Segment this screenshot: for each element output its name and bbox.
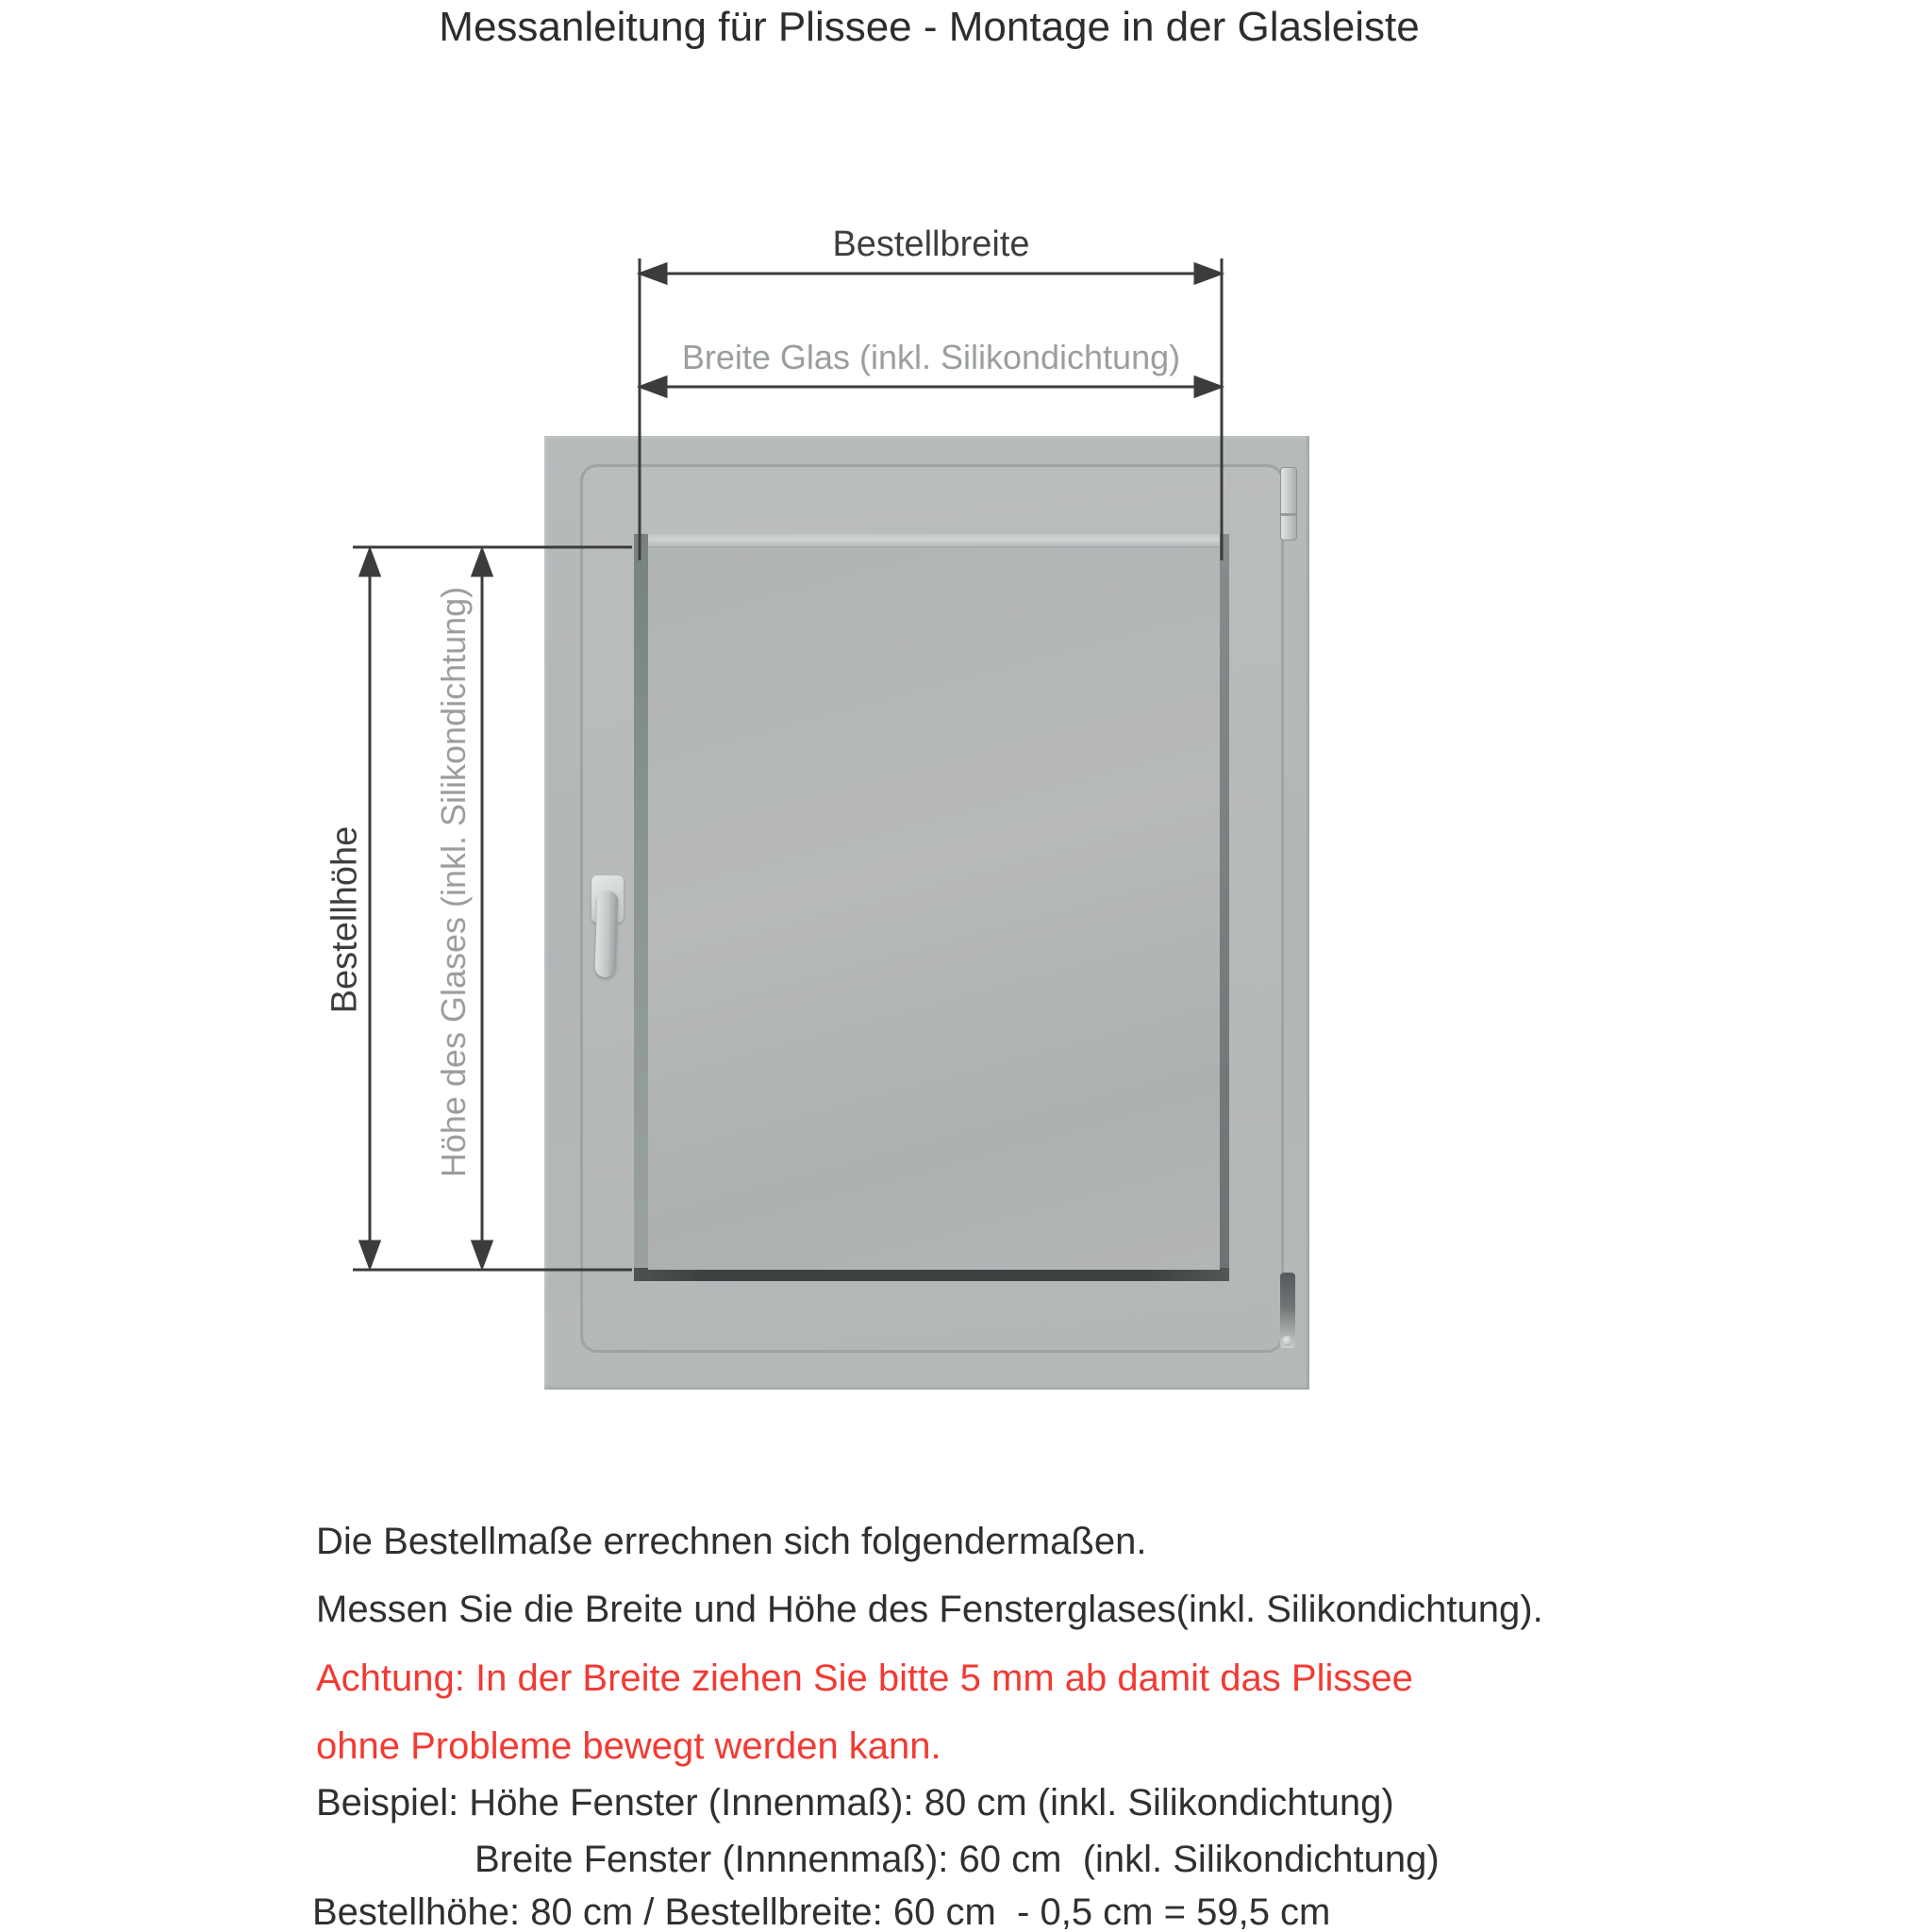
warning-line-1: Achtung: In der Breite ziehen Sie bitte 5 mm ab damit das Plissee [316,1657,1413,1699]
hinge-cap [1282,1336,1292,1346]
instruction-line-2: Messen Sie die Breite und Höhe des Fensterglases(inkl. Silikondichtung). [316,1589,1543,1630]
label-order-height: Bestellhöhe [325,825,365,1014]
example-line-3: Bestellhöhe: 80 cm / Bestellbreite: 60 cm - 0,5 cm = 59,5 cm [312,1891,1331,1932]
glass-bevel-right [1220,534,1229,1281]
warning-line-2: ohne Probleme bewegt werden kann. [316,1725,941,1767]
label-glass-width: Breite Glas (inkl. Silikondichtung) [681,338,1181,376]
example-line-1: Beispiel: Höhe Fenster (Innenmaß): 80 cm (inkl. Silikondichtung) [316,1782,1394,1824]
page-title: Messanleitung für Plissee - Montage in der Glasleiste [439,4,1420,50]
window-glass [648,546,1220,1270]
glass-bevel-bottom [634,1268,1229,1281]
hinge-bottom-right [1280,1273,1295,1348]
window-handle [594,891,618,978]
glass-bevel-left [634,534,648,1281]
label-glass-height: Höhe des Glases (inkl. Silikondichtung) [434,586,473,1178]
hinge-top-right [1280,467,1297,541]
glass-bevel-top [634,534,1229,546]
example-line-2: Breite Fenster (Innnenmaß): 60 cm (inkl. Silikondichtung) [475,1839,1440,1880]
label-order-width: Bestellbreite [832,225,1030,264]
hinge-notch [1281,513,1296,516]
instruction-line-1: Die Bestellmaße errechnen sich folgendermaßen. [316,1521,1147,1562]
